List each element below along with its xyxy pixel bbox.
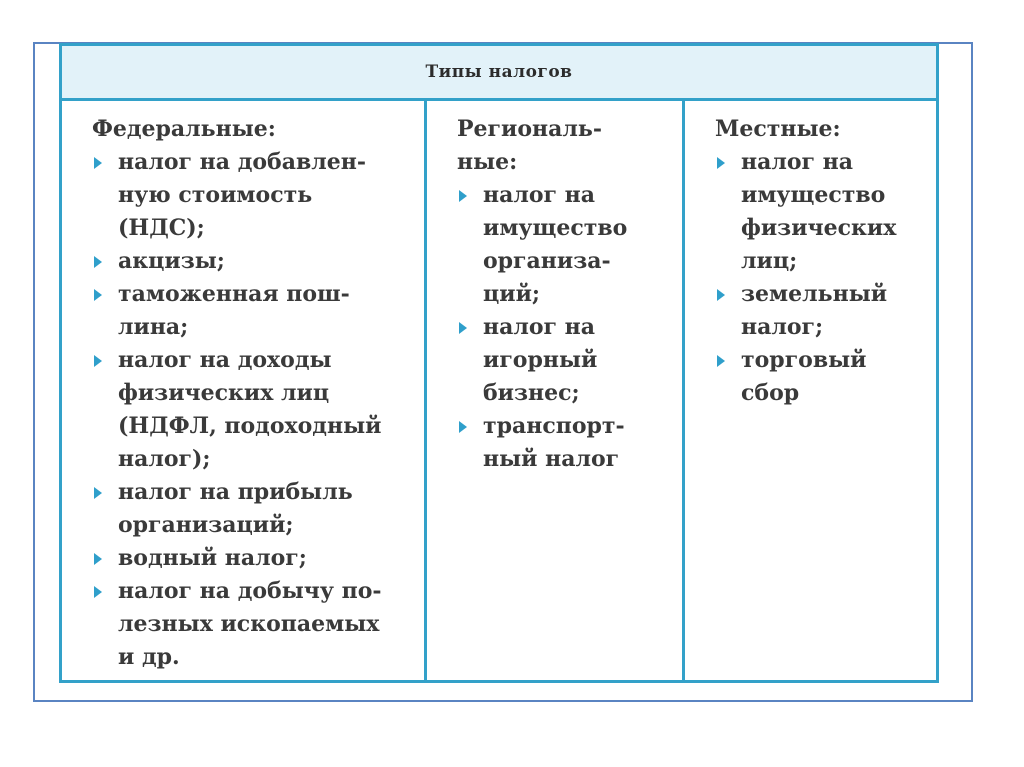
list-item-text: водный налог; [118,545,307,571]
list-item-text: налог на добычу по- лезных ископаемых и др. [118,578,382,670]
triangle-bullet-icon [459,190,467,202]
triangle-bullet-icon [94,289,102,301]
column-local [685,101,936,680]
triangle-bullet-icon [94,157,102,169]
list-item [92,146,414,245]
list-item [92,542,414,575]
list-item-text: налог на добавлен- ную стоимость (НДС); [118,149,366,241]
list-item [92,245,414,278]
list-item-text: акцизы; [118,248,225,274]
list-item-text: налог на доходы физических лиц (НДФЛ, подоходный налог); [118,347,382,472]
list-item-text: земельный налог; [741,281,888,340]
list-item-text: налог на имущество физических лиц; [741,149,897,274]
triangle-bullet-icon [717,355,725,367]
federal-tax-list [92,146,414,674]
list-item [92,575,414,674]
list-item-text: торговый сбор [741,347,867,406]
regional-tax-list [457,179,672,476]
local-tax-list [715,146,926,410]
triangle-bullet-icon [94,553,102,565]
list-item-text: налог на имущество организа- ций; [483,182,628,307]
triangle-bullet-icon [717,289,725,301]
column-regional [427,101,685,680]
list-item [715,344,926,410]
list-item-text: налог на прибыль организаций; [118,479,353,538]
table-title: Типы налогов [62,46,936,101]
tax-types-table [59,43,939,683]
list-item [457,179,672,311]
list-item [92,278,414,344]
triangle-bullet-icon [94,487,102,499]
column-federal [62,101,427,680]
triangle-bullet-icon [459,421,467,433]
triangle-bullet-icon [94,586,102,598]
triangle-bullet-icon [94,256,102,268]
triangle-bullet-icon [94,355,102,367]
list-item [457,410,672,476]
triangle-bullet-icon [717,157,725,169]
list-item [715,278,926,344]
list-item-text: налог на игорный бизнес; [483,314,598,406]
column-local-title: Местные: [715,116,841,142]
column-federal-title: Федеральные: [92,116,276,142]
triangle-bullet-icon [459,322,467,334]
list-item-text: транспорт- ный налог [483,413,625,472]
list-item-text: таможенная пош- лина; [118,281,350,340]
column-regional-title: Региональ- ные: [457,116,602,175]
list-item [92,344,414,476]
list-item [92,476,414,542]
table-body [62,101,936,680]
list-item [457,311,672,410]
list-item [715,146,926,278]
